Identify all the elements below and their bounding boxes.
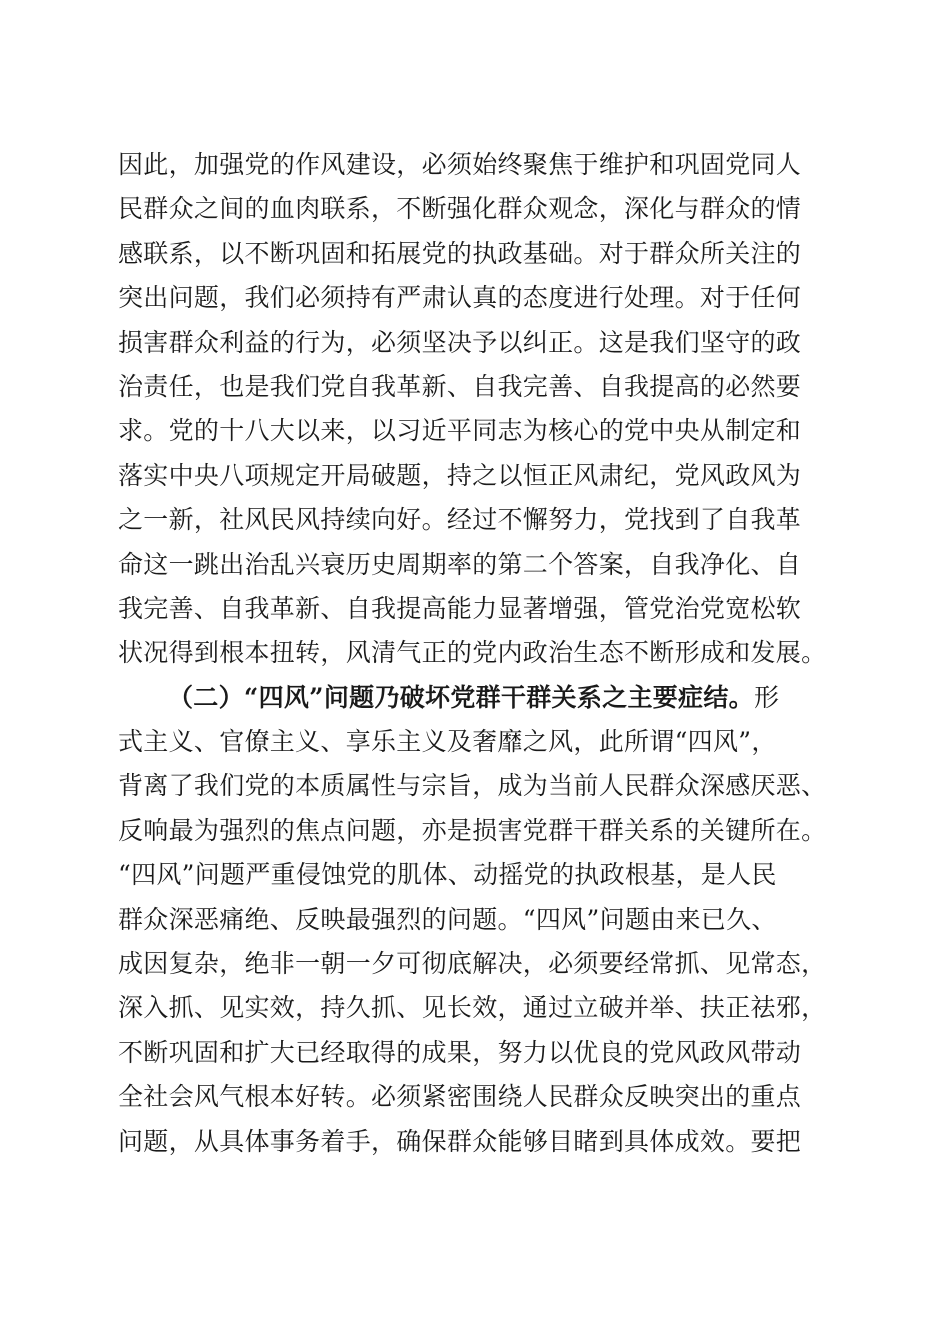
text-line: 全社会风气根本好转。必须紧密围绕人民群众反映突出的重点 bbox=[118, 1082, 802, 1112]
text-line: 之一新，社风民风持续向好。经过不懈努力，党找到了自我革 bbox=[118, 505, 802, 535]
text-line: 深入抓、见实效，持久抓、见长效，通过立破并举、扶正祛邪， bbox=[118, 993, 827, 1023]
heading-tail-text: 形 bbox=[753, 682, 780, 712]
document-body bbox=[118, 143, 848, 1164]
text-line: “四风”问题严重侵蚀党的肌体、动摇党的执政根基，是人民 bbox=[118, 860, 777, 890]
text-line: 反响最为强烈的焦点问题，亦是损害党群干群关系的关键所在。 bbox=[118, 815, 827, 845]
text-line: 状况得到根本扭转，风清气正的党内政治生态不断形成和发展。 bbox=[118, 638, 827, 668]
text-line: 治责任，也是我们党自我革新、自我完善、自我提高的必然要 bbox=[118, 371, 802, 401]
paragraph-heading-line bbox=[118, 676, 848, 720]
text-line: 不断巩固和扩大已经取得的成果，努力以优良的党风政风带动 bbox=[118, 1037, 802, 1067]
text-line: 感联系，以不断巩固和拓展党的执政基础。对于群众所关注的 bbox=[118, 238, 802, 268]
text-line: 成因复杂，绝非一朝一夕可彻底解决，必须要经常抓、见常态， bbox=[118, 949, 827, 979]
text-line: 求。党的十八大以来，以习近平同志为核心的党中央从制定和 bbox=[118, 416, 802, 446]
text-line: 突出问题，我们必须持有严肃认真的态度进行处理。对于任何 bbox=[118, 283, 802, 313]
text-line: 背离了我们党的本质属性与宗旨，成为当前人民群众深感厌恶、 bbox=[118, 771, 827, 801]
text-line: 命这一跳出治乱兴衰历史周期率的第二个答案，自我净化、自 bbox=[118, 549, 802, 579]
text-line: 因此，加强党的作风建设，必须始终聚焦于维护和巩固党同人 bbox=[118, 150, 802, 179]
text-line: 损害群众利益的行为，必须坚决予以纠正。这是我们坚守的政 bbox=[118, 327, 802, 357]
paragraph-1 bbox=[118, 143, 848, 676]
text-line: 问题，从具体事务着手，确保群众能够目睹到具体成效。要把 bbox=[118, 1126, 802, 1156]
text-line: 群众深恶痛绝、反映最强烈的问题。“四风”问题由来已久、 bbox=[118, 904, 777, 934]
text-line: 落实中央八项规定开局破题，持之以恒正风肃纪，党风政风为 bbox=[118, 460, 802, 490]
section-heading: （二）“四风”问题乃破坏党群干群关系之主要症结。 bbox=[168, 682, 754, 712]
text-line: 民群众之间的血肉联系，不断强化群众观念，深化与群众的情 bbox=[118, 194, 802, 224]
text-line: 式主义、官僚主义、享乐主义及奢靡之风，此所谓“四风”， bbox=[118, 727, 777, 757]
text-line: 我完善、自我革新、自我提高能力显著增强，管党治党宽松软 bbox=[118, 593, 802, 623]
paragraph-2 bbox=[118, 676, 848, 1164]
